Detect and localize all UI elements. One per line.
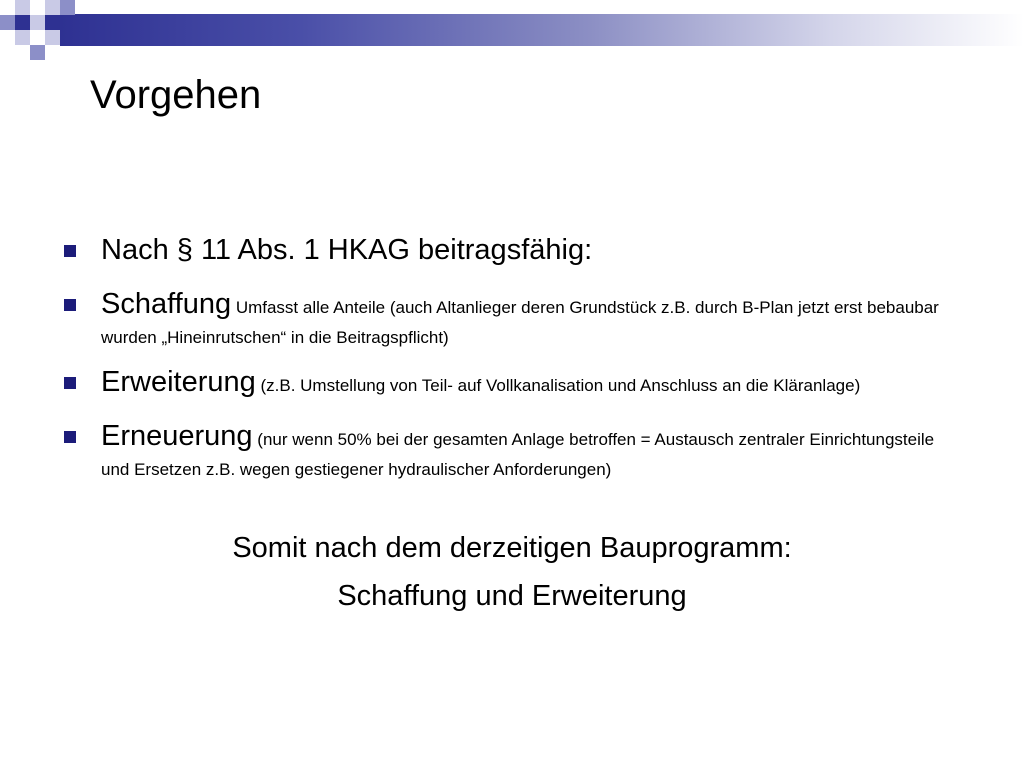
square-bullet-icon <box>64 377 76 389</box>
square-bullet-icon <box>64 299 76 311</box>
square-bullet-icon <box>64 245 76 257</box>
conclusion <box>0 524 1024 620</box>
conclusion-line-1: Somit nach dem derzeitigen Bauprogramm: <box>232 532 792 564</box>
bullet-item <box>62 228 967 272</box>
bullet-main-text: Erweiterung <box>101 366 256 398</box>
bullet-item <box>62 360 967 404</box>
header-gradient-bar <box>60 14 1024 46</box>
conclusion-line-2: Schaffung und Erweiterung <box>337 580 687 612</box>
bullet-detail-text: (nur wenn 50% bei der gesamten Anlage betroffen = Austausch zentraler Einrichtungsteile und Ersetzen z.B. wegen gestiegener hydraulischer Anforderungen) <box>101 430 935 479</box>
bullet-list <box>62 228 967 492</box>
slide-title: Vorgehen <box>90 73 262 117</box>
bullet-detail-text: (z.B. Umstellung von Teil- auf Vollkanalisation und Anschluss an die Kläranlage) <box>260 376 861 395</box>
bullet-detail-text: Umfasst alle Anteile (auch Altanlieger deren Grundstück z.B. durch B-Plan jetzt erst bebaubar wurden „Hineinrutschen“ in die Beitragspflicht) <box>101 298 939 347</box>
bullet-main-text: Schaffung <box>101 288 232 320</box>
bullet-item <box>62 282 967 350</box>
bullet-main-text: Erneuerung <box>101 420 253 452</box>
bullet-item <box>62 414 967 482</box>
bullet-main-text: Nach § 11 Abs. 1 HKAG beitragsfähig: <box>101 234 593 266</box>
square-bullet-icon <box>64 431 76 443</box>
